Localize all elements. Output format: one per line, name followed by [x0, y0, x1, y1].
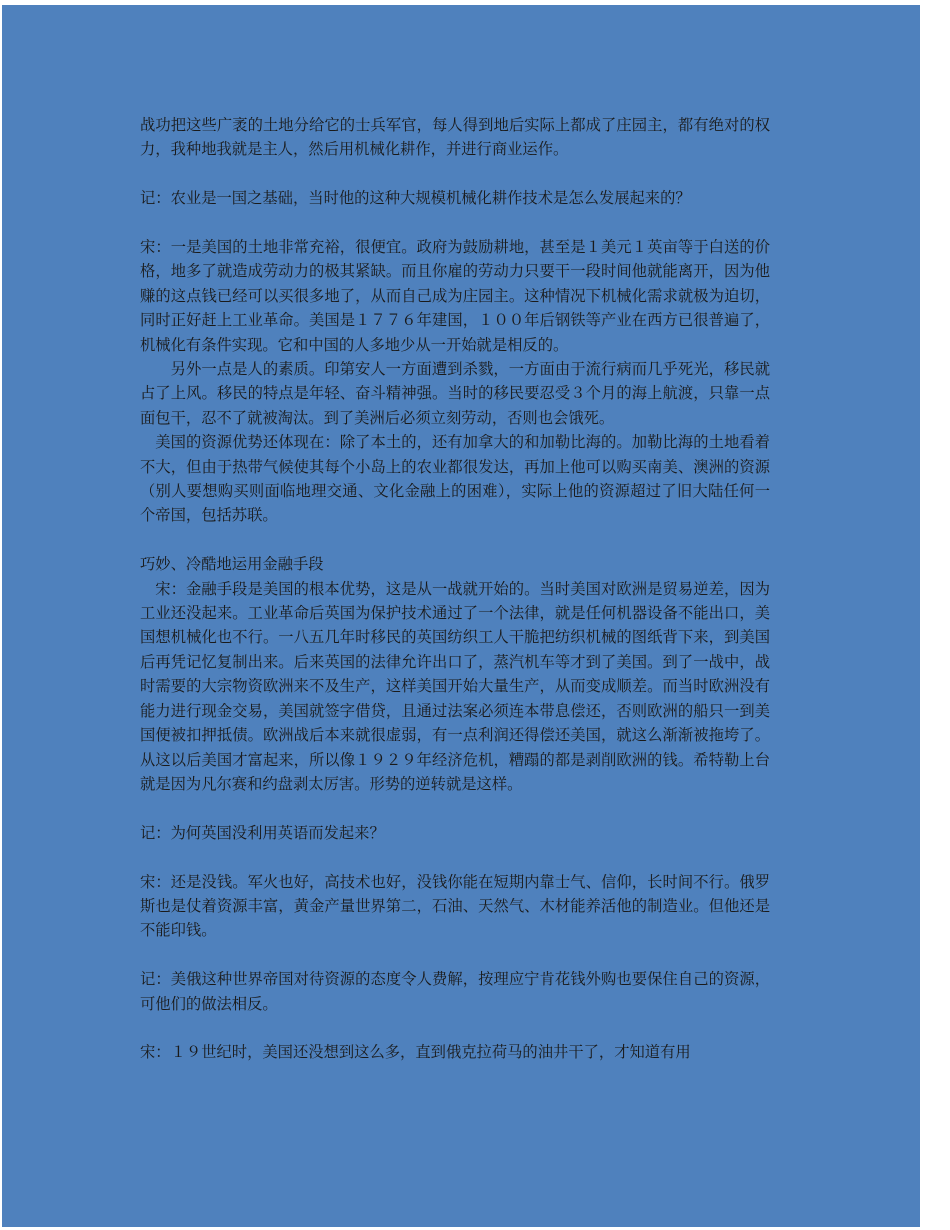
paragraph-land-distribution: 战功把这些广袤的土地分给它的士兵军官，每人得到地后实际上都成了庄园主，都有绝对的权力，我种地我就是主人，然后用机械化耕作，并进行商业运作。	[140, 116, 770, 159]
section-heading-finance: 巧妙、冷酷地运用金融手段	[140, 555, 324, 574]
answer-no-money: 宋：还是没钱。军火也好，高技术也好，没钱你能在短期内靠士气、信仰，长时间不行。俄罗斯也是仗着资源丰富，黄金产量世界第二，石油、天然气、木材能养活他的制造业。但他还是不能印钱。	[140, 872, 770, 940]
answer-19th-century: 宋：１９世纪时，美国还没想到这么多，直到俄克拉荷马的油井干了，才知道有用	[140, 1043, 691, 1062]
question-britain: 记：为何英国没利用英语而发起来？	[140, 823, 385, 842]
document-page	[2, 5, 920, 1227]
question-agriculture: 记：农业是一国之基础，当时他的这种大规模机械化耕作技术是怎么发展起来的？	[140, 189, 691, 208]
article-body	[140, 113, 770, 1065]
paragraph-resource-advantage: 美国的资源优势还体现在：除了本土的，还有加拿大的和加勒比海的。加勒比海的土地看着不大，但由于热带气候使其每个小岛上的农业都很发达，再加上他可以购买南美、澳洲的资源（别人要想购买则面临地理交通、文化金融上的困难），实际上他的资源超过了旧大陆任何一个帝国，包括苏联。	[140, 433, 770, 525]
question-resource-attitude: 记：美俄这种世界帝国对待资源的态度令人费解，按理应宁肯花钱外购也要保住自己的资源，可他们的做法相反。	[140, 970, 770, 1013]
answer-land-abundance: 宋：一是美国的土地非常充裕，很便宜。政府为鼓励耕地，甚至是１美元１英亩等于白送的价格，地多了就造成劳动力的极其紧缺。而且你雇的劳动力只要干一段时间他就能离开，因为他赚的这点钱已经可以买很多地了，从而自己成为庄园主。这种情况下机械化需求就极为迫切，同时正好赶上工业革命。美国是１７７６年建国，１００年后钢铁等产业在西方已很普遍了，机械化有条件实现。它和中国的人多地少从一开始就是相反的。	[140, 238, 770, 354]
answer-finance: 宋：金融手段是美国的根本优势，这是从一战就开始的。当时美国对欧洲是贸易逆差，因为工业还没起来。工业革命后英国为保护技术通过了一个法律，就是任何机器设备不能出口，美国想机械化也不行。一八五几年时移民的英国纺织工人干脆把纺织机械的图纸背下来，到美国后再凭记忆复制出来。后来英国的法律允许出口了，蒸汽机车等才到了美国。到了一战中，战时需要的大宗物资欧洲来不及生产，这样美国开始大量生产，从而变成顺差。而当时欧洲没有能力进行现金交易，美国就签字借贷，且通过法案必须连本带息偿还，否则欧洲的船只一到美国便被扣押抵债。欧洲战后本来就很虚弱，有一点利润还得偿还美国，就这么渐渐被拖垮了。从这以后美国才富起来，所以像１９２９年经济危机，糟蹋的都是剥削欧洲的钱。希特勒上台就是因为凡尔赛和约盘剥太厉害。形势的逆转就是这样。	[140, 579, 770, 793]
paragraph-population-quality: 另外一点是人的素质。印第安人一方面遭到杀戮，一方面由于流行病而几乎死光，移民就占了上风。移民的特点是年轻、奋斗精神强。当时的移民要忍受３个月的海上航渡，只靠一点面包干，忍不了就被淘汰。到了美洲后必须立刻劳动，否则也会饿死。	[140, 360, 770, 427]
